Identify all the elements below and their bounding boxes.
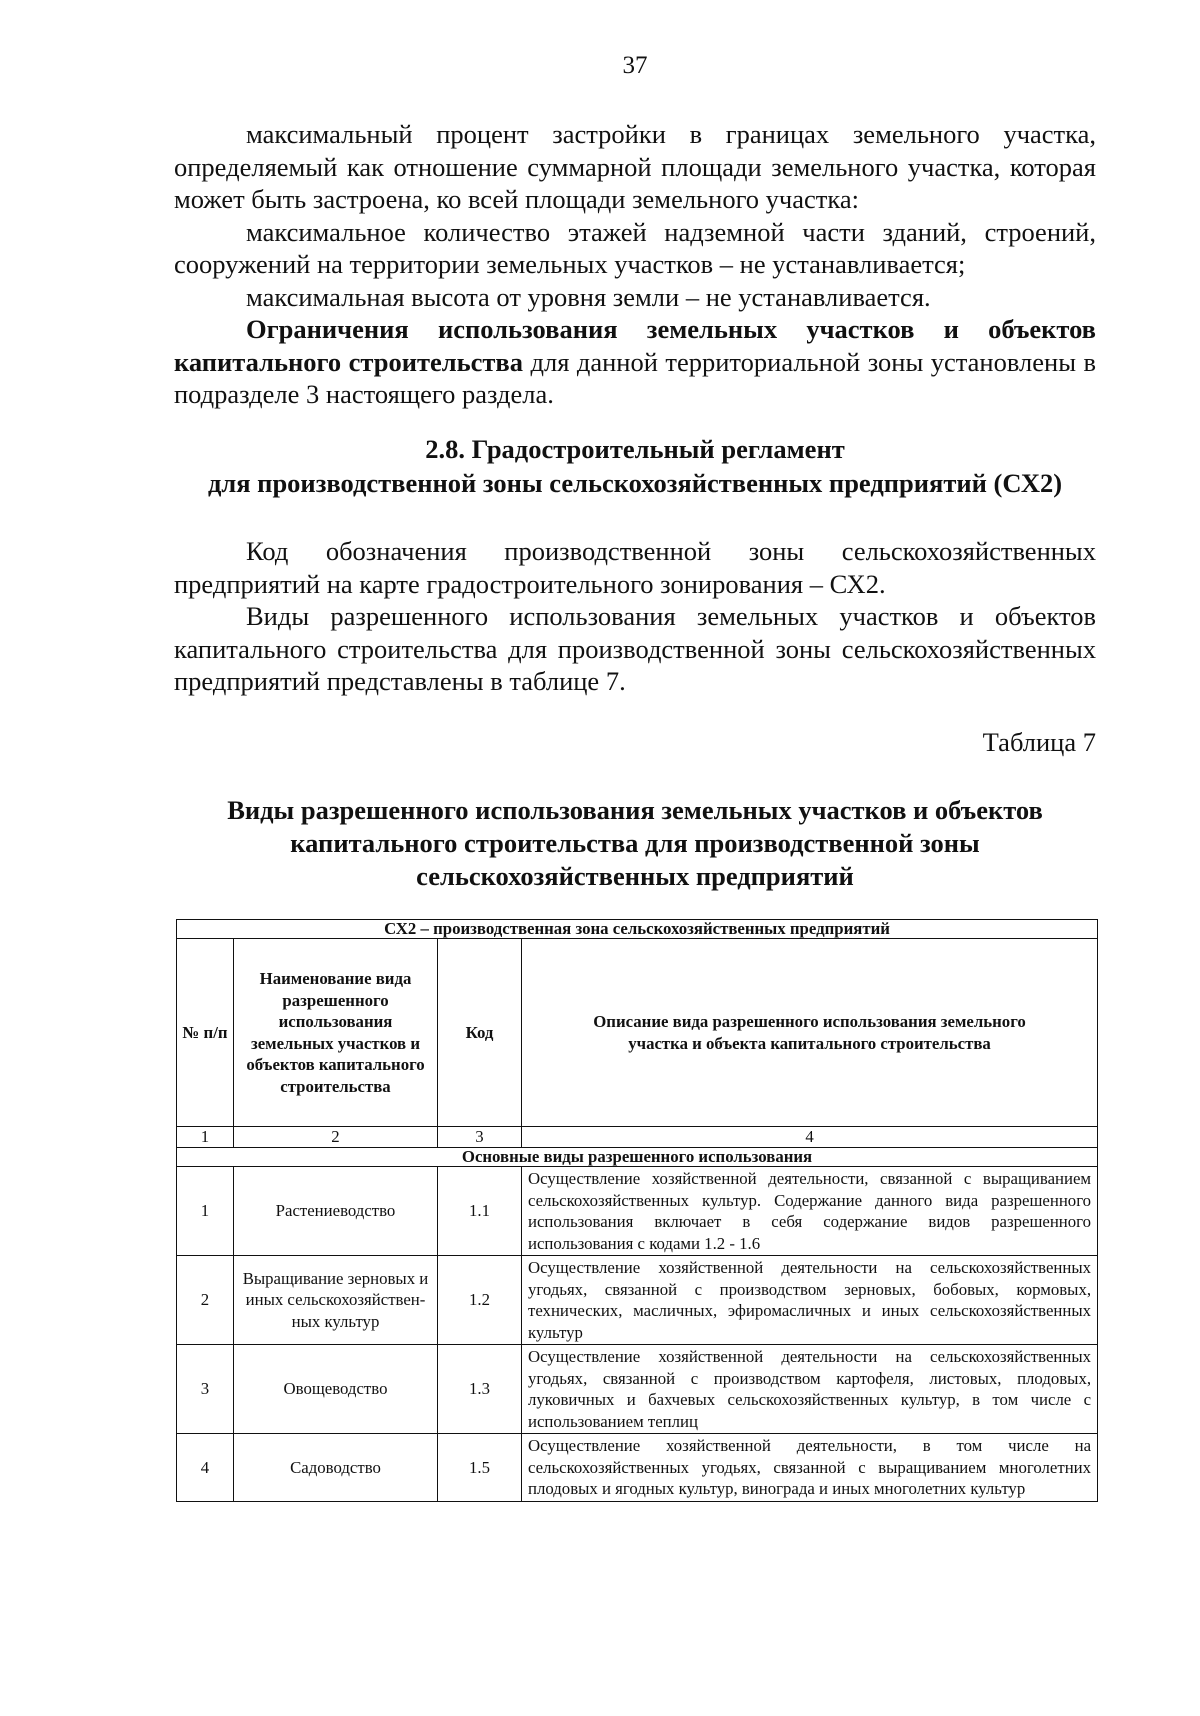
zone-caption: СХ2 – производственная зона сельскохозяйственных предприятий xyxy=(177,920,1098,939)
permitted-uses-table xyxy=(176,919,1098,1502)
table-row xyxy=(177,1256,1098,1345)
section-heading-line2: для производственной зоны сельскохозяйственных предприятий (СХ2) xyxy=(207,468,1063,498)
page-number: 37 xyxy=(622,52,648,79)
paragraph-building-percent: максимальный процент застройки в границах земельного участка, определяемый как отношение суммарной площади земельного участка, которая может быть застроена, ко всей площади земельного участка: xyxy=(174,119,1096,214)
column-number-row xyxy=(177,1127,1098,1148)
paragraph-table-reference: Виды разрешенного использования земельных участков и объектов капитального строительства для производственной зоны сельскохозяйственных предприятий представлены в таблице 7. xyxy=(174,601,1096,696)
row-code: 1.3 xyxy=(438,1345,522,1434)
column-number: 2 xyxy=(234,1127,438,1148)
row-code: 1.2 xyxy=(438,1256,522,1345)
table-title-line2: капитального строительства для производственной зоны xyxy=(290,828,980,858)
paragraph-zone-code: Код обозначения производственной зоны сельскохозяйственных предприятий на карте градостроительного зонирования – СХ2. xyxy=(174,536,1096,599)
column-number: 3 xyxy=(438,1127,522,1148)
table-row xyxy=(177,1167,1098,1256)
table-header-row xyxy=(177,939,1098,1127)
section-caption: Основные виды разрешенного использования xyxy=(177,1148,1098,1167)
row-description: Осуществление хозяйственной деятельности на сельскохозяйственных угодьях, связанной с производством картофеля, листовых, плодовых, луковичных и бахчевых сельскохозяйственных культур, в том числе с использованием теплиц xyxy=(522,1345,1098,1434)
column-number: 4 xyxy=(522,1127,1098,1148)
header-description: Описание вида разрешенного использования земельного участка и объекта капитального строительства xyxy=(522,939,1098,1127)
row-name: Растениеводство xyxy=(234,1167,438,1256)
header-code: Код xyxy=(438,939,522,1127)
header-name: Наименование вида разрешенного использования земельных участков и объектов капитального строительства xyxy=(234,939,438,1127)
paragraph-restrictions xyxy=(174,313,1096,411)
table-row xyxy=(177,1434,1098,1502)
row-num: 2 xyxy=(177,1256,234,1345)
table-title-line1: Виды разрешенного использования земельных участков и объектов xyxy=(227,795,1043,825)
paragraph-floors: максимальное количество этажей надземной части зданий, строений, сооружений на территории земельных участков – не устанавливается; xyxy=(174,216,1096,279)
table-zone-row xyxy=(177,920,1098,939)
row-num: 3 xyxy=(177,1345,234,1434)
zone-text xyxy=(174,535,1096,698)
paragraph-height: максимальная высота от уровня земли – не устанавливается. xyxy=(246,281,931,312)
table-label: Таблица 7 xyxy=(982,727,1096,757)
row-name: Овощеводство xyxy=(234,1345,438,1434)
row-name: Садоводство xyxy=(234,1434,438,1502)
row-description: Осуществление хозяйственной деятельности, связанной с выращиванием сельскохозяйственных культур. Содержание данного вида разрешенного использования включает в себя содержание видов разрешенного использования с кодами 1.2 - 1.6 xyxy=(522,1167,1098,1256)
table-section-row xyxy=(177,1148,1098,1167)
section-heading xyxy=(174,432,1096,500)
section-heading-line1: 2.8. Градостроительный регламент xyxy=(425,434,845,464)
restrictions-bold-text: Ограничения использования земельных участков и объектов капитального строительства xyxy=(174,314,1096,377)
table-title xyxy=(174,794,1096,893)
header-num: № п/п xyxy=(177,939,234,1127)
row-name: Выращивание зерновых и иных сельскохозяйствен-ных культур xyxy=(234,1256,438,1345)
table-title-line3: сельскохозяйственных предприятий xyxy=(416,861,854,891)
row-code: 1.5 xyxy=(438,1434,522,1502)
intro-text xyxy=(174,118,1096,411)
table-row xyxy=(177,1345,1098,1434)
row-num: 4 xyxy=(177,1434,234,1502)
column-number: 1 xyxy=(177,1127,234,1148)
row-description: Осуществление хозяйственной деятельности, в том числе на сельскохозяйственных угодьях, связанной с выращиванием многолетних плодовых и ягодных культур, винограда и иных многолетних культур xyxy=(522,1434,1098,1502)
row-description: Осуществление хозяйственной деятельности на сельскохозяйственных угодьях, связанной с производством зерновых, бобовых, кормовых, технических, масличных, эфиромасличных и иных сельскохозяйственных культур xyxy=(522,1256,1098,1345)
row-code: 1.1 xyxy=(438,1167,522,1256)
row-num: 1 xyxy=(177,1167,234,1256)
restrictions-rest-text: для данной территориальной зоны установлены в подразделе 3 настоящего раздела. xyxy=(174,346,1096,409)
